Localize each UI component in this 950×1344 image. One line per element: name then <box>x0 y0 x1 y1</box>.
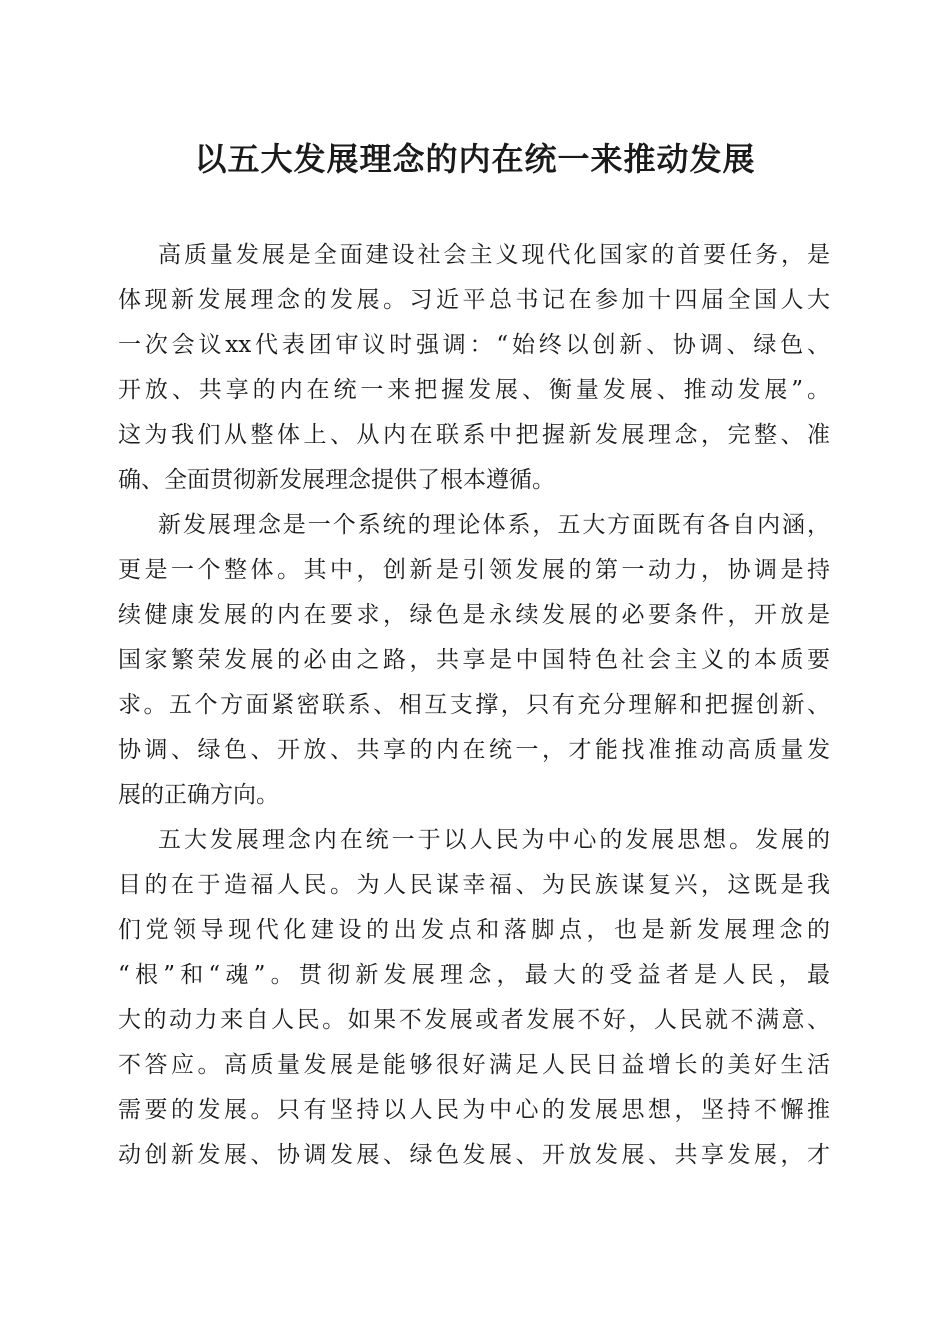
paragraph-line: 一次会议xx代表团审议时强调：“始终以创新、协调、绿色、 <box>118 332 830 358</box>
paragraph-line: 展的正确方向。 <box>118 782 279 808</box>
paragraph-line: 五大发展理念内在统一于以人民为中心的发展思想。发展的 <box>158 827 830 853</box>
paragraph-3 <box>118 818 830 1178</box>
document-body <box>118 233 830 1178</box>
paragraph-line: 大的动力来自人民。如果不发展或者发展不好，人民就不满意、 <box>118 1007 830 1033</box>
paragraph-line: 求。五个方面紧密联系、相互支撑，只有充分理解和把握创新、 <box>118 692 830 718</box>
paragraph-line: 体现新发展理念的发展。习近平总书记在参加十四届全国人大 <box>118 287 830 313</box>
paragraph-line: 不答应。高质量发展是能够很好满足人民日益增长的美好生活 <box>118 1052 830 1078</box>
paragraph-line: 高质量发展是全面建设社会主义现代化国家的首要任务，是 <box>158 242 830 268</box>
paragraph-line: 需要的发展。只有坚持以人民为中心的发展思想，坚持不懈推 <box>118 1097 830 1123</box>
paragraph-line: “根”和“魂”。贯彻新发展理念，最大的受益者是人民，最 <box>118 962 830 988</box>
paragraph-line: 更是一个整体。其中，创新是引领发展的第一动力，协调是持 <box>118 557 830 583</box>
paragraph-line: 目的在于造福人民。为人民谋幸福、为民族谋复兴，这既是我 <box>118 872 830 898</box>
paragraph-line: 新发展理念是一个系统的理论体系，五大方面既有各自内涵， <box>158 512 830 538</box>
paragraph-line: 动创新发展、协调发展、绿色发展、开放发展、共享发展，才 <box>118 1142 830 1168</box>
paragraph-line: 国家繁荣发展的必由之路，共享是中国特色社会主义的本质要 <box>118 647 830 673</box>
paragraph-line: 这为我们从整体上、从内在联系中把握新发展理念，完整、准 <box>118 422 830 448</box>
paragraph-line: 确、全面贯彻新发展理念提供了根本遵循。 <box>118 467 555 493</box>
document-title: 以五大发展理念的内在统一来推动发展 <box>194 140 756 178</box>
paragraph-2 <box>118 503 830 818</box>
paragraph-line: 们党领导现代化建设的出发点和落脚点，也是新发展理念的 <box>118 917 830 943</box>
paragraph-line: 协调、绿色、开放、共享的内在统一，才能找准推动高质量发 <box>118 737 830 763</box>
paragraph-line: 续健康发展的内在要求，绿色是永续发展的必要条件，开放是 <box>118 602 830 628</box>
paragraph-1 <box>118 233 830 503</box>
paragraph-line: 开放、共享的内在统一来把握发展、衡量发展、推动发展”。 <box>118 377 830 403</box>
